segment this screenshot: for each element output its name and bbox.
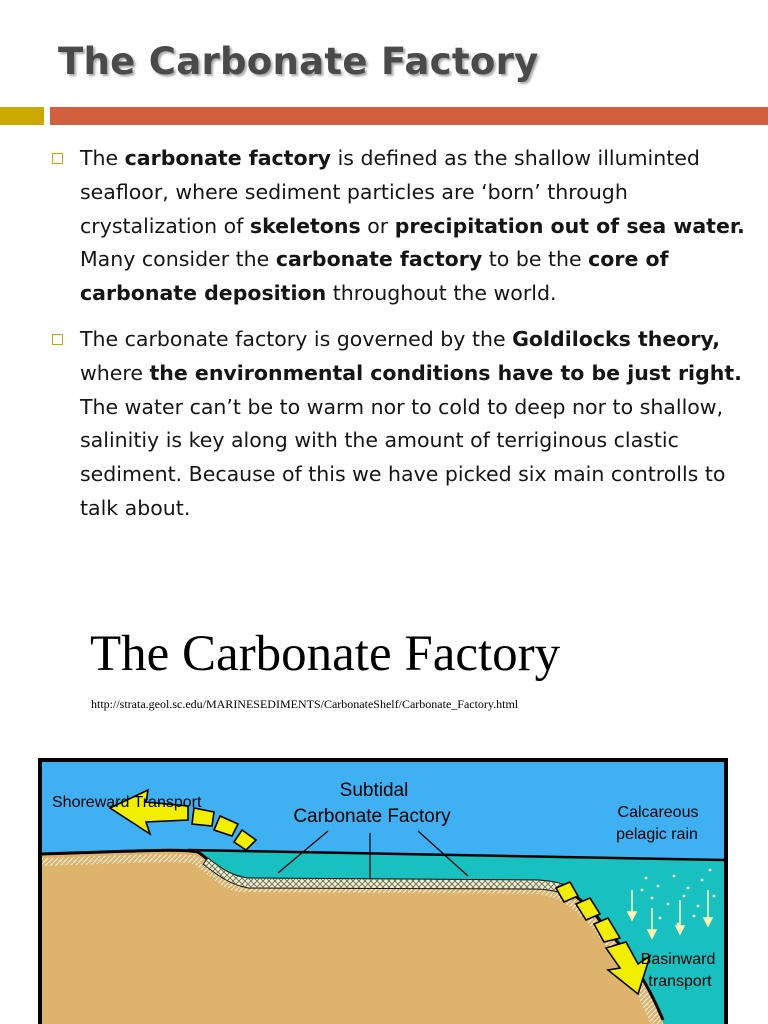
bullet-text: to be the: [482, 247, 589, 272]
bullet-bold-text: the environmental conditions have to be just right.: [149, 360, 742, 385]
carbonate-factory-diagram: [38, 758, 728, 1024]
bullet-bold-text: carbonate factory: [275, 247, 483, 272]
bullet-text: or: [360, 213, 395, 238]
source-url: http://strata.geol.sc.edu/MARINESEDIMENTS/CarbonateShelf/Carbonate_Factory.html: [91, 697, 519, 711]
bullet-text: Many consider the: [80, 247, 276, 272]
label-calcareous-line1: Calcareous: [617, 804, 699, 821]
bullet-bold-text: carbonate factory: [124, 146, 332, 170]
bullet-list: [52, 142, 752, 538]
label-calcareous-line2: pelagic rain: [616, 826, 698, 843]
figure-title: The Carbonate Factory: [90, 626, 561, 682]
label-subtidal-line1: Subtidal: [339, 780, 409, 801]
bullet-bold-text: skeletons: [249, 213, 361, 238]
bullet-text: The: [80, 146, 125, 170]
bullet-bold-text: Goldilocks theory,: [512, 326, 721, 351]
bullet-bold-text: precipitation out of sea water.: [394, 213, 745, 238]
bullet-bold-text: core of carbonate deposition: [80, 247, 669, 306]
bullet-text: is defined as the shallow illuminted seafloor, where sediment particles are ‘born’ through crystalization of: [80, 146, 700, 238]
bullet-text: throughout the world.: [326, 281, 557, 306]
bullet-item: [52, 142, 752, 311]
square-bullet-icon: [52, 334, 63, 345]
label-basinward-line2: transport: [648, 973, 712, 990]
label-basinward-line1: Basinward: [640, 951, 716, 968]
label-subtidal-line2: Carbonate Factory: [293, 806, 451, 827]
bullet-item: [52, 323, 752, 526]
slide-title: The Carbonate Factory: [58, 40, 539, 83]
bullet-text: where: [80, 360, 150, 385]
square-bullet-icon: [52, 153, 63, 164]
bullet-text: The carbonate factory is governed by the: [80, 326, 513, 351]
accent-bar-rust: [50, 107, 768, 125]
bullet-text: The water can’t be to warm nor to cold to deep nor to shallow, salinitiy is key along with the amount of terriginous clastic sediment. Because of this we have picked six main controlls to talk about.: [80, 394, 726, 520]
label-shoreward-transport: Shoreward Transport: [52, 794, 202, 811]
accent-bar-gold: [0, 107, 44, 125]
